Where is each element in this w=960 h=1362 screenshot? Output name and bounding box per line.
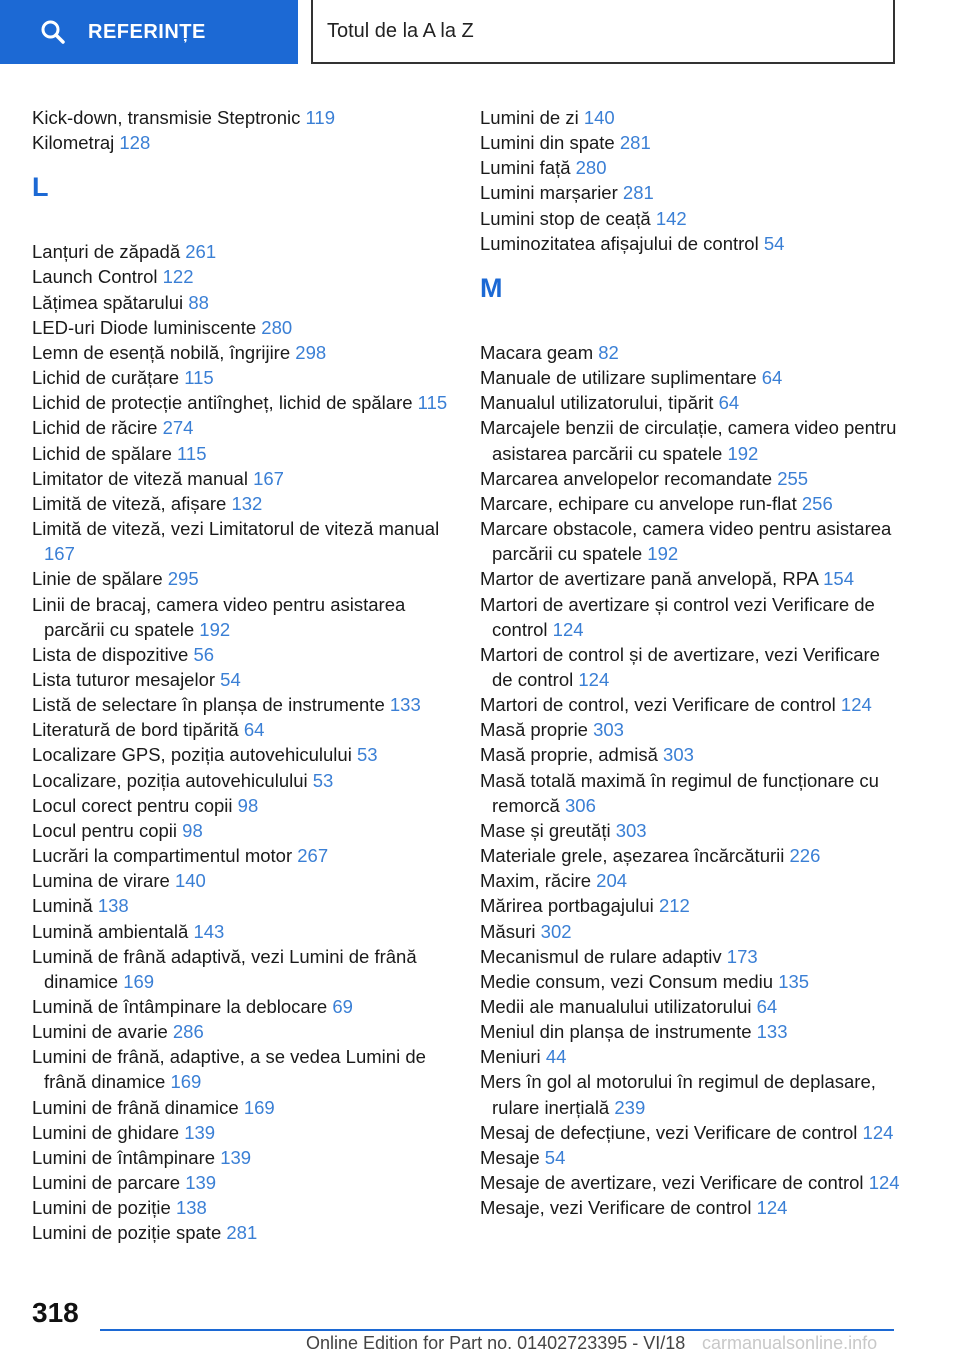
index-entry-text: Lumini marșarier [480,182,618,204]
index-entry [480,206,900,231]
section-letter: L [32,172,49,203]
index-entry [32,818,452,843]
index-entry [32,105,452,130]
index-entry [480,994,900,1019]
index-entry [32,340,452,365]
index-entry [32,692,452,717]
index-entry-text: Masă proprie, admisă [480,744,658,766]
index-entry-text: Lumini de avarie [32,1021,168,1043]
index-entry-text: Macara geam [480,341,594,363]
page-link[interactable]: 64 [761,367,783,389]
page-link[interactable]: 98 [237,794,259,816]
index-entry [32,893,452,918]
index-entry [480,1069,900,1119]
index-entry-text: Meniul din planșa de instrumente [480,1021,752,1043]
page-number: 318 [32,1297,79,1328]
index-entry [32,868,452,893]
index-entry-text: Lumină ambientală [32,920,189,942]
page-link[interactable]: 139 [184,1121,216,1143]
index-entry-text: Lumini de ghidare [32,1121,180,1143]
page-link[interactable]: 169 [170,1071,202,1093]
page-link[interactable]: 295 [167,568,199,590]
index-entry [32,994,452,1019]
index-entry [480,1044,900,1069]
index-entry-text: Lista de dispozitive [32,643,189,665]
index-entry [32,239,452,264]
page-link[interactable]: 124 [840,694,872,716]
index-entry [32,1044,452,1094]
index-entry [480,415,900,465]
index-entry-text: Marcare obstacole, camera video pentru asistarea parcării cu spatele [480,518,892,565]
index-entry [32,1120,452,1145]
index-entry [480,1019,900,1044]
index-entry [480,843,900,868]
index-entry-text: Manualul utilizatorului, tipărit [480,392,714,414]
index-entry-text: Mesaje [480,1146,540,1168]
index-entry [32,1019,452,1044]
page-link[interactable]: 56 [193,643,215,665]
index-entry [32,566,452,591]
index-entry-text: Mase și greutăți [480,819,611,841]
page-link[interactable]: 124 [868,1172,900,1194]
index-entry [480,155,900,180]
index-entry-text: Lista tuturor mesajelor [32,668,216,690]
header [0,0,960,66]
page-link[interactable]: 281 [619,132,651,154]
page-link[interactable]: 143 [193,920,225,942]
index-entry [32,1145,452,1170]
page-link[interactable]: 281 [226,1222,258,1244]
page-link[interactable]: 169 [243,1096,275,1118]
index-entry [32,919,452,944]
index-entry-text: Linie de spălare [32,568,163,590]
page-link[interactable]: 167 [253,467,284,489]
page-link[interactable]: 44 [545,1046,567,1068]
page-link[interactable]: 133 [756,1021,788,1043]
index-entry-text: Literatură de bord tipărită [32,719,239,741]
index-entry-text: Mers în gol al motorului în regimul de deplasare, rulare inerțială [480,1071,876,1118]
index-entry [480,818,900,843]
index-entry-text: Lanțuri de zăpadă [32,241,181,263]
index-entry-text: Lichid de răcire [32,417,158,439]
index-entry-text: Lumini de parcare [32,1172,181,1194]
index-entry [480,642,900,692]
page-link[interactable]: 142 [655,207,687,229]
index-entry [480,893,900,918]
page-link[interactable]: 115 [184,367,214,389]
page-link[interactable]: 82 [598,341,619,363]
page-link[interactable]: 169 [123,970,155,992]
index-column-left [32,105,452,1246]
index-entry [32,290,452,315]
page-link[interactable]: 64 [243,719,265,741]
index-entry [32,466,452,491]
index-entry [480,130,900,155]
index-entry [32,768,452,793]
index-entry [480,390,900,415]
index-entry-text: Manuale de utilizare suplimentare [480,367,757,389]
page-link[interactable]: 286 [172,1021,204,1043]
index-entry [32,491,452,516]
page-link[interactable]: 135 [778,970,810,992]
page-link[interactable]: 192 [647,543,679,565]
index-entry [32,1195,452,1220]
index-entry [480,340,900,365]
page-link[interactable]: 212 [658,895,690,917]
page-link[interactable]: 281 [622,182,654,204]
page-link[interactable]: 53 [356,744,378,766]
page-link[interactable]: 124 [756,1197,788,1219]
page-link[interactable]: 133 [389,694,421,716]
index-entry-text: Lichid de spălare [32,442,172,464]
index-entry-text: Medii ale manualului utilizatorului [480,996,752,1017]
index-entry-text: Martori de avertizare și control vezi Verificare de control [480,593,875,640]
page-link[interactable]: 54 [763,232,785,254]
index-entry-text: Lumini față [480,157,571,179]
index-entry-text: Lumini de poziție spate [32,1222,222,1244]
page-link[interactable]: 124 [862,1121,894,1143]
page-link[interactable]: 54 [544,1146,566,1168]
page-link[interactable]: 302 [540,920,572,942]
index-entry [32,717,452,742]
index-entry [32,516,452,566]
page-link[interactable]: 192 [199,618,231,640]
footer-divider [100,1329,894,1331]
index-entry [480,105,900,130]
index-entry-text: Martori de control, vezi Verificare de control [480,694,836,716]
index-entry-text: Marcare, echipare cu anvelope run-flat [480,492,797,514]
index-entry-text: Lumină de frână adaptivă, vezi Lumini de frână dinamice [32,945,417,992]
page-link[interactable]: 167 [44,543,75,565]
index-entry-text: Marcarea anvelopelor recomandate [480,467,773,489]
index-entry-text: Lemn de esență nobilă, îngrijire [32,341,291,363]
page-link[interactable]: 64 [756,996,778,1017]
index-entry-text: Launch Control [32,266,158,288]
index-entry-text: Linii de bracaj, camera video pentru asistarea parcării cu spatele [32,593,406,640]
index-entry [32,843,452,868]
index-entry-text: Localizare GPS, poziția autovehiculului [32,744,352,766]
page-link[interactable]: 53 [312,769,334,791]
page-link[interactable]: 280 [575,157,607,179]
index-entry [480,365,900,390]
index-entry-text: Lumini de întâmpinare [32,1146,216,1168]
index-entry-text: Listă de selectare în planșa de instrumente [32,694,385,716]
index-entry-text: Lumină de întâmpinare la deblocare [32,996,328,1017]
section-letter: M [480,272,503,303]
tab-a-to-z[interactable] [311,0,895,64]
index-entry [32,793,452,818]
index-entry-text: Lumini de zi [480,107,579,128]
index-entry-text: Măsuri [480,920,536,942]
index-entry [32,642,452,667]
edition-note: Online Edition for Part no. 01402723395 - VI/18 [306,1333,686,1353]
page-link[interactable]: 115 [177,442,207,464]
index-entry-text: Locul corect pentru copii [32,794,233,816]
index-entry-text: Lumină [32,895,93,917]
index-entry-text: Lumini stop de ceață [480,207,651,229]
page-link[interactable]: 88 [188,291,209,313]
index-entry [480,231,900,256]
page-link[interactable]: 139 [185,1172,217,1194]
index-entry-text: Marcajele benzii de circulație, camera video pentru asistarea parcării cu spatele [480,417,897,464]
index-entry [32,1095,452,1120]
index-entry [32,365,452,390]
page-link[interactable]: 306 [565,794,596,816]
page-link[interactable]: 122 [162,266,194,288]
index-entry-text: Luminozitatea afișajului de control [480,232,759,254]
page-link[interactable]: 139 [220,1146,252,1168]
index-entry-text: Kick-down, transmisie Steptronic [32,107,301,128]
page-link[interactable]: 138 [175,1197,207,1219]
index-entry [480,742,900,767]
index-entry [32,130,452,155]
index-entry [480,1145,900,1170]
index-entry-text: Lucrări la compartimentul motor [32,845,293,867]
index-entry [480,491,900,516]
index-entry-text: Lichid de curățare [32,367,180,389]
index-entry-text: Martor de avertizare pană anvelopă, RPA [480,568,818,590]
index-entry [480,1120,900,1145]
index-entry [480,1195,900,1220]
index-entry [32,315,452,340]
index-entry [480,969,900,994]
page-link[interactable]: 303 [663,744,694,766]
page-link[interactable]: 128 [119,132,151,154]
index-entry [32,1220,452,1245]
watermark: carmanualsonline.info [702,1333,878,1353]
page-link[interactable]: 138 [97,895,129,917]
index-entry-text: Masă totală maximă în regimul de funcționare cu remorcă [480,769,879,816]
page-link[interactable]: 69 [332,996,353,1017]
page-link[interactable]: 255 [777,467,809,489]
index-entry-text: Mesaje, vezi Verificare de control [480,1197,752,1219]
index-entry-text: Lumini de poziție [32,1197,171,1219]
search-icon [40,19,66,45]
page-link[interactable]: 124 [578,668,610,690]
index-entry-text: Mesaje de avertizare, vezi Verificare de control [480,1172,864,1194]
page-link[interactable]: 154 [823,568,855,590]
index-entry [480,1170,900,1195]
tab-references-label: REFERINȚE [88,20,206,43]
index-entry [480,692,900,717]
index-entry-text: Limită de viteză, vezi Limitatorul de viteză manual [32,518,440,540]
index-entry-text: Lumini din spate [480,132,615,154]
page-link[interactable]: 119 [305,107,335,128]
index-entry [32,441,452,466]
index-entry-text: Meniuri [480,1046,541,1068]
index-entry-text: Martori de control și de avertizare, vezi Verificare de control [480,643,880,690]
index-entry [32,944,452,994]
index-entry-text: Masă proprie [480,719,588,741]
page-link[interactable]: 303 [615,819,647,841]
index-entry [32,264,452,289]
index-entry-text: Localizare, poziția autovehiculului [32,769,308,791]
page-link[interactable]: 303 [593,719,624,741]
index-entry-text: Kilometraj [32,132,115,154]
index-entry-text: Limită de viteză, afișare [32,492,227,514]
page-link[interactable]: 140 [174,870,206,892]
page-link[interactable]: 192 [727,442,759,464]
index-entry [480,919,900,944]
page-link[interactable]: 140 [583,107,615,128]
index-entry [32,1170,452,1195]
index-entry [480,566,900,591]
index-entry-text: Materiale grele, așezarea încărcăturii [480,845,785,867]
index-entry [480,717,900,742]
index-entry-text: Lichid de protecție antiîngheț, lichid de spălare [32,392,413,414]
index-entry [480,180,900,205]
index-entry-text: Mesaj de defecțiune, vezi Verificare de control [480,1121,858,1143]
index-entry [32,592,452,642]
index-entry [480,592,900,642]
index-entry [480,516,900,566]
index-entry-text: Lumina de virare [32,870,170,892]
page-link[interactable]: 173 [726,945,758,967]
index-column-right [480,105,900,1220]
page-link[interactable]: 256 [801,492,833,514]
tab-references[interactable] [0,0,298,64]
index-entry-text: Locul pentru copii [32,819,178,841]
page-link[interactable]: 132 [231,492,263,514]
page-link[interactable]: 274 [162,417,194,439]
index-entry-text: Medie consum, vezi Consum mediu [480,970,774,992]
index-entry [32,667,452,692]
page-link[interactable]: 98 [182,819,203,841]
page-link[interactable]: 267 [297,845,329,867]
index-entry [480,768,900,818]
index-entry [32,390,452,415]
page-link[interactable]: 54 [220,668,241,690]
index-entry-text: Lățimea spătarului [32,291,184,313]
index-entry-text: Lumini de frână, adaptive, a se vedea Lumini de frână dinamice [32,1046,426,1093]
index-entry [32,415,452,440]
page-link[interactable]: 280 [261,316,293,338]
index-entry-text: Mecanismul de rulare adaptiv [480,945,722,967]
index-entry-text: LED-uri Diode luminiscente [32,316,257,338]
index-entry-text: Mărirea portbagajului [480,895,654,917]
page-link[interactable]: 115 [417,392,448,414]
page-link[interactable]: 239 [614,1096,646,1118]
index-entry [480,868,900,893]
page-link[interactable]: 298 [295,341,327,363]
index-entry [480,944,900,969]
page-link[interactable]: 226 [789,845,821,867]
index-entry-text: Limitator de viteză manual [32,467,248,489]
page-link[interactable]: 124 [552,618,584,640]
page-link[interactable]: 261 [185,241,217,263]
index-entry-text: Lumini de frână dinamice [32,1096,239,1118]
index-entry [32,742,452,767]
page-link[interactable]: 204 [596,870,628,892]
page-link[interactable]: 64 [718,392,740,414]
index-entry [480,466,900,491]
tab-a-to-z-label: Totul de la A la Z [327,19,474,42]
index-entry-text: Maxim, răcire [480,870,592,892]
